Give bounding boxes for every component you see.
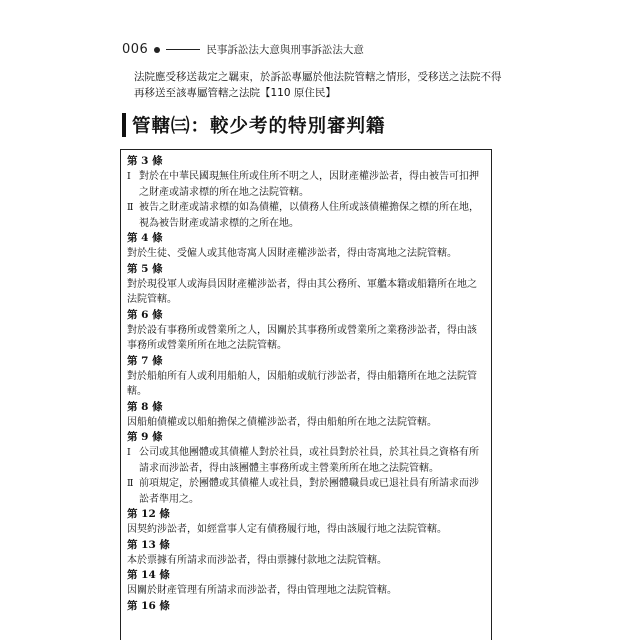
article-text: 對於設有事務所或營業所之人，因關於其事務所或營業所之業務涉訟者，得由該事務所或營業所所在地之法院管轄。: [127, 324, 477, 351]
article-title: 第 14 條: [127, 569, 170, 581]
paragraph-text: 被告之財產或請求標的如為債權，以債務人住所或該債權擔保之標的所在地，視為被告財產或請求標的之所在地。: [139, 202, 479, 229]
heading-bar: [122, 113, 126, 137]
article: [127, 599, 485, 614]
article-text: 因船舶債權或以船舶擔保之債權涉訟者，得由船舶所在地之法院管轄。: [127, 416, 437, 428]
article: [127, 430, 485, 507]
article: [127, 568, 485, 599]
section-heading: [122, 112, 386, 138]
article-title: 第 4 條: [127, 232, 163, 244]
article: [127, 262, 485, 308]
page-number: 006: [122, 42, 149, 57]
paragraph-number: Ⅱ: [127, 478, 134, 489]
article-title: 第 6 條: [127, 308, 163, 321]
article-paragraph-item: [127, 169, 485, 200]
paragraph-text: 對於在中華民國現無住所或住所不明之人，因財產權涉訟者，得由被告可扣押之財產或請求標的所在地之法院管轄。: [139, 171, 479, 198]
paragraph-number: Ⅰ: [127, 447, 131, 458]
article: [127, 400, 485, 431]
header-rule: [166, 49, 200, 50]
article-title: 第 5 條: [127, 262, 163, 275]
article-title: 第 12 條: [127, 508, 170, 520]
article-title: 第 16 條: [127, 599, 170, 612]
article-paragraph-item: [127, 200, 485, 231]
article-text: 對於現役軍人或海員因財產權涉訟者，得由其公務所、軍艦本籍或船籍所在地之法院管轄。: [127, 278, 477, 305]
book-title: 民事訴訟法大意與刑事訴訟法大意: [206, 44, 364, 56]
bullet-dot: [154, 47, 160, 53]
article: [127, 308, 485, 354]
article: [127, 354, 485, 400]
article-text: 對於生徒、受僱人或其他寄寓人因財產權涉訟者，得由寄寓地之法院管轄。: [127, 248, 457, 259]
article-title: 第 9 條: [127, 431, 163, 443]
statute-box: [120, 149, 492, 640]
article-paragraph-item: [127, 445, 485, 476]
article-title: 第 13 條: [127, 538, 170, 551]
paragraph-number: Ⅰ: [127, 171, 131, 182]
section-title: 管轄㈢：較少考的特別審判籍: [132, 116, 386, 137]
paragraph-text: 公司或其他團體或其債權人對於社員，或社員對於社員，於其社員之資格有所請求而涉訟者，得由該團體主事務所或主營業所所在地之法院管轄。: [139, 447, 479, 474]
article-paragraph-item: [127, 476, 485, 507]
article-title: 第 7 條: [127, 354, 163, 367]
article-text: 對於船舶所有人或利用船舶人，因船舶或航行涉訟者，得由船籍所在地之法院管轄。: [127, 370, 477, 397]
article-text: 因契約涉訟者，如經當事人定有債務履行地，得由該履行地之法院管轄。: [127, 524, 447, 535]
article-title: 第 8 條: [127, 400, 163, 413]
paragraph-number: Ⅱ: [127, 202, 134, 213]
article-text: 因關於財產管理有所請求而涉訟者，得由管理地之法院管轄。: [127, 585, 397, 596]
article: [127, 231, 485, 262]
paragraph-text: 前項規定，於團體或其債權人或社員，對於團體職員或已退社員有所請求而涉訟者準用之。: [139, 478, 479, 505]
article-text: 本於票據有所請求而涉訟者，得由票據付款地之法院管轄。: [127, 554, 387, 566]
running-header: [122, 42, 364, 57]
article-title: 第 3 條: [127, 155, 163, 167]
article: [127, 154, 485, 231]
article: [127, 538, 485, 569]
intro-paragraph: 法院應受移送裁定之羈束，於訴訟專屬於他法院管轄之情形，受移送之法院不得再移送至該專屬管轄之法院【110 原住民】: [134, 71, 502, 99]
article: [127, 507, 485, 538]
